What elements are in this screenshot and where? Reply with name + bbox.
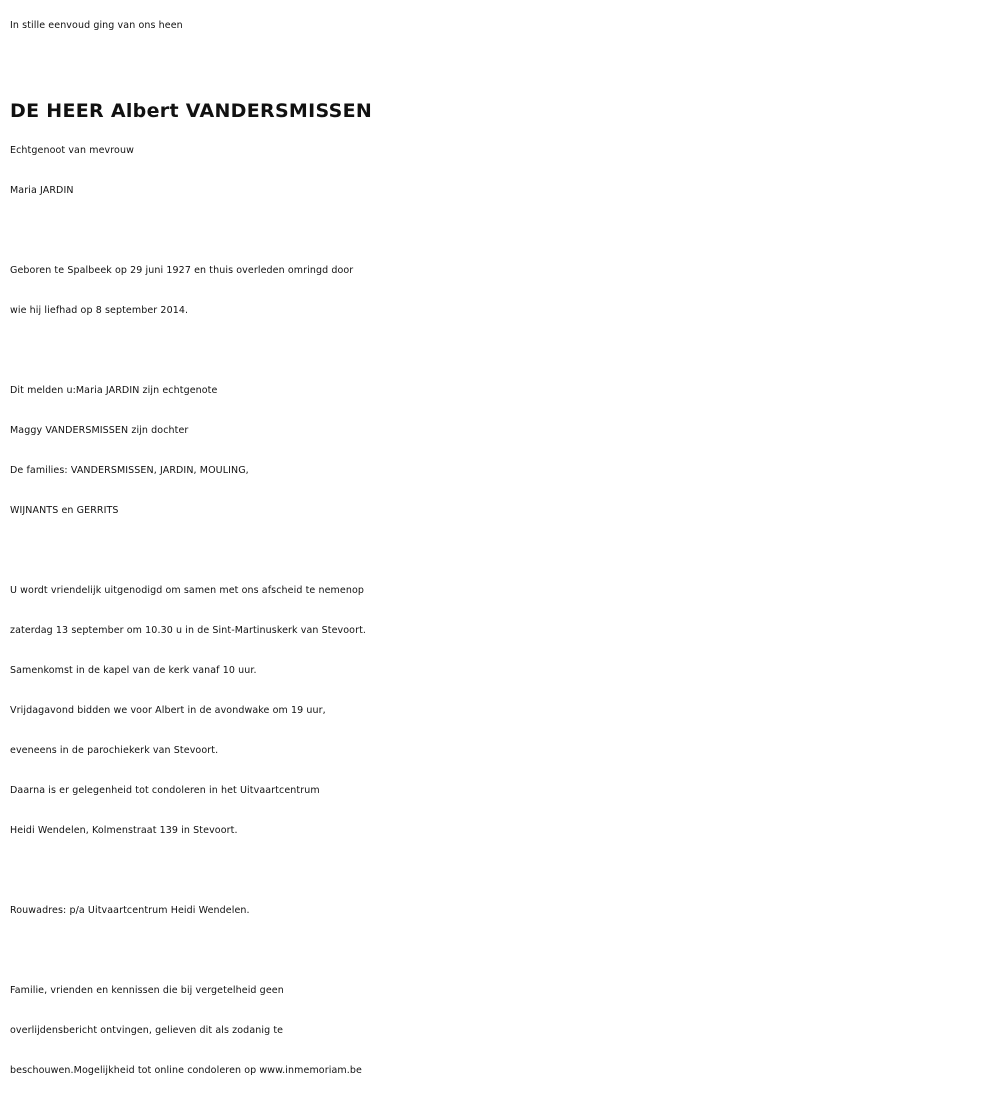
- spacer: [10, 531, 998, 571]
- announcers-line-2: Maggy VANDERSMISSEN zijn dochter: [10, 425, 189, 436]
- birth-line-1: Geboren te Spalbeek op 29 juni 1927 en thuis overleden omringd door: [10, 265, 354, 276]
- spacer: [10, 211, 998, 251]
- spacer: [10, 331, 998, 371]
- ceremony-line-1: U wordt vriendelijk uitgenodigd om samen met ons afscheid te nemenop: [10, 585, 365, 596]
- spacer: [10, 931, 998, 971]
- spouse-line-1: Echtgenoot van mevrouw: [10, 145, 134, 156]
- birth-line-2: wie hij liefhad op 8 september 2014.: [10, 305, 189, 316]
- announcers-line-3: De families: VANDERSMISSEN, JARDIN, MOULING,: [10, 465, 249, 476]
- closing-line-2: overlijdensbericht ontvingen, gelieven dit als zodanig te: [10, 1025, 284, 1036]
- ceremony-line-2: zaterdag 13 september om 10.30 u in de Sint-Martinuskerk van Stevoort.: [10, 625, 367, 636]
- deceased-name: DE HEER Albert VANDERSMISSEN: [10, 100, 373, 122]
- ceremony-line-5: eveneens in de parochiekerk van Stevoort.: [10, 745, 219, 756]
- spouse-line-2: Maria JARDIN: [10, 185, 74, 196]
- spacer: [10, 851, 998, 891]
- ceremony-line-7: Heidi Wendelen, Kolmenstraat 139 in Stevoort.: [10, 825, 238, 836]
- obituary-notice: [10, 0, 998, 1091]
- announcers-line-1: Dit melden u:Maria JARDIN zijn echtgenote: [10, 385, 218, 396]
- intro-text: In stille eenvoud ging van ons heen: [10, 20, 183, 31]
- ceremony-line-4: Vrijdagavond bidden we voor Albert in de avondwake om 19 uur,: [10, 705, 326, 716]
- ceremony-line-3: Samenkomst in de kapel van de kerk vanaf 10 uur.: [10, 665, 257, 676]
- announcers-line-4: WIJNANTS en GERRITS: [10, 505, 119, 516]
- ceremony-line-6: Daarna is er gelegenheid tot condoleren in het Uitvaartcentrum: [10, 785, 320, 796]
- closing-line-3: beschouwen.Mogelijkheid tot online condoleren op www.inmemoriam.be: [10, 1065, 362, 1076]
- closing-line-1: Familie, vrienden en kennissen die bij vergetelheid geen: [10, 985, 284, 996]
- mourning-address: Rouwadres: p/a Uitvaartcentrum Heidi Wendelen.: [10, 905, 250, 916]
